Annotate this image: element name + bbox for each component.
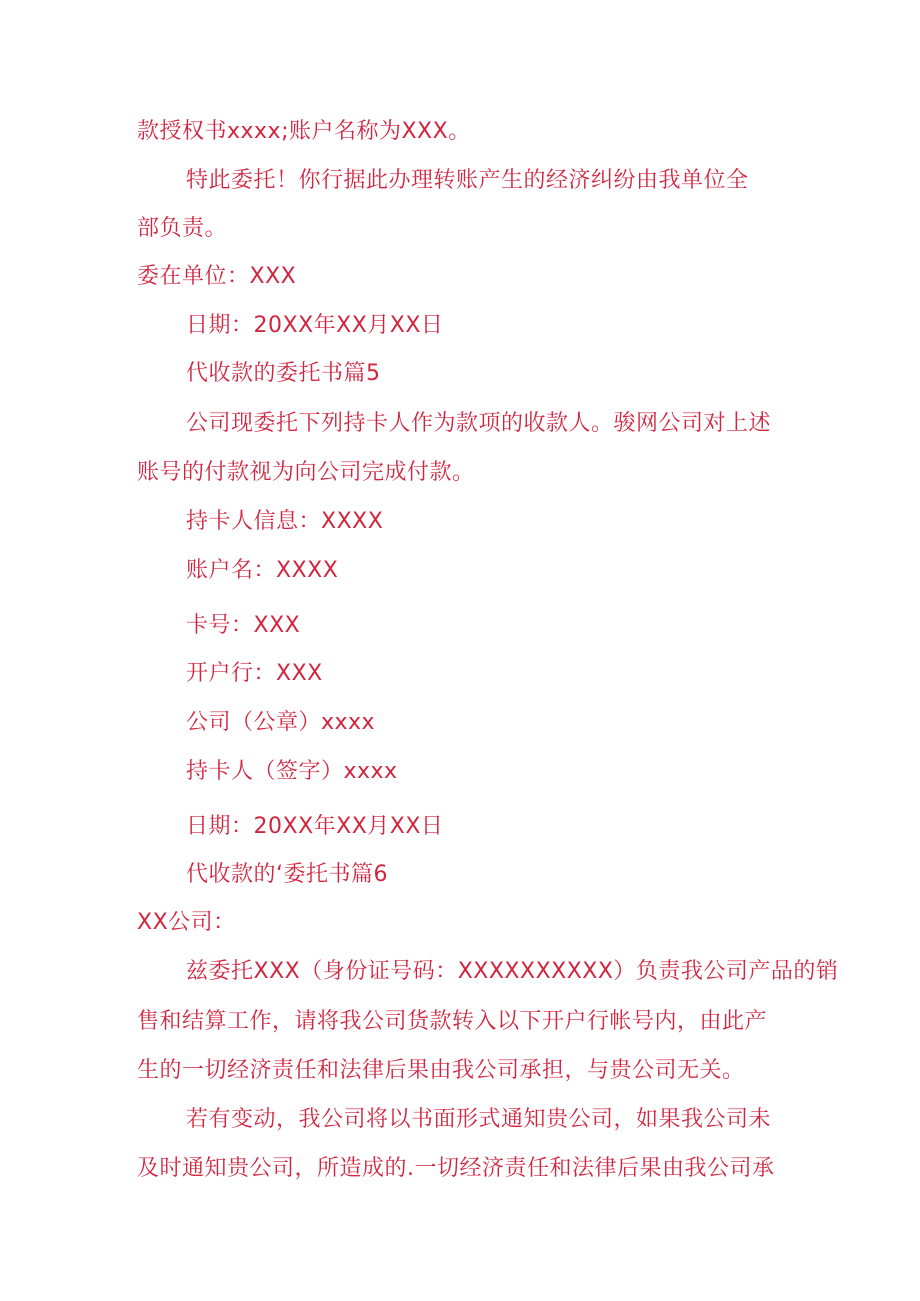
text-line-12: 开户行：XXX xyxy=(186,661,323,686)
text-line-4: 委在单位：XXX xyxy=(137,264,297,289)
text-line-14: 持卡人（签字）xxxx xyxy=(186,759,398,784)
text-line-20: 生的一切经济责任和法律后果由我公司承担，与贵公司无关。 xyxy=(137,1058,745,1083)
text-line-8: 账号的付款视为向公司完成付款。 xyxy=(137,460,475,485)
text-line-3: 部负责。 xyxy=(137,216,228,241)
text-line-11: 卡号：XXX xyxy=(186,613,301,638)
section-heading-6: 代收款的‘委托书篇6 xyxy=(186,862,388,887)
text-line-22: 及时通知贵公司，所造成的.一切经济责任和法律后果由我公司承 xyxy=(137,1156,775,1181)
text-line-19: 售和结算工作，请将我公司货款转入以下开户行帐号内，由此产 xyxy=(137,1009,768,1034)
text-line-9: 持卡人信息：XXXX xyxy=(186,509,384,534)
text-line-1: 款授权书xxxx;账户名称为XXX。 xyxy=(137,119,471,144)
text-line-10: 账户名：XXXX xyxy=(186,558,339,583)
text-line-18: 兹委托XXX（身份证号码：XXXXXXXXXX）负责我公司产品的销 xyxy=(186,959,839,984)
text-line-21: 若有变动，我公司将以书面形式通知贵公司，如果我公司未 xyxy=(186,1107,772,1132)
text-line-7: 公司现委托下列持卡人作为款项的收款人。骏网公司对上述 xyxy=(186,411,772,436)
text-line-2: 特此委托！你行据此办理转账产生的经济纠纷由我单位全 xyxy=(186,168,749,193)
text-line-17: XX公司： xyxy=(137,910,236,935)
text-line-13: 公司（公章）xxxx xyxy=(186,710,376,735)
section-heading-5: 代收款的委托书篇5 xyxy=(186,361,381,386)
text-line-5: 日期：20XX年XX月XX日 xyxy=(186,313,444,338)
text-line-15: 日期：20XX年XX月XX日 xyxy=(186,814,444,839)
